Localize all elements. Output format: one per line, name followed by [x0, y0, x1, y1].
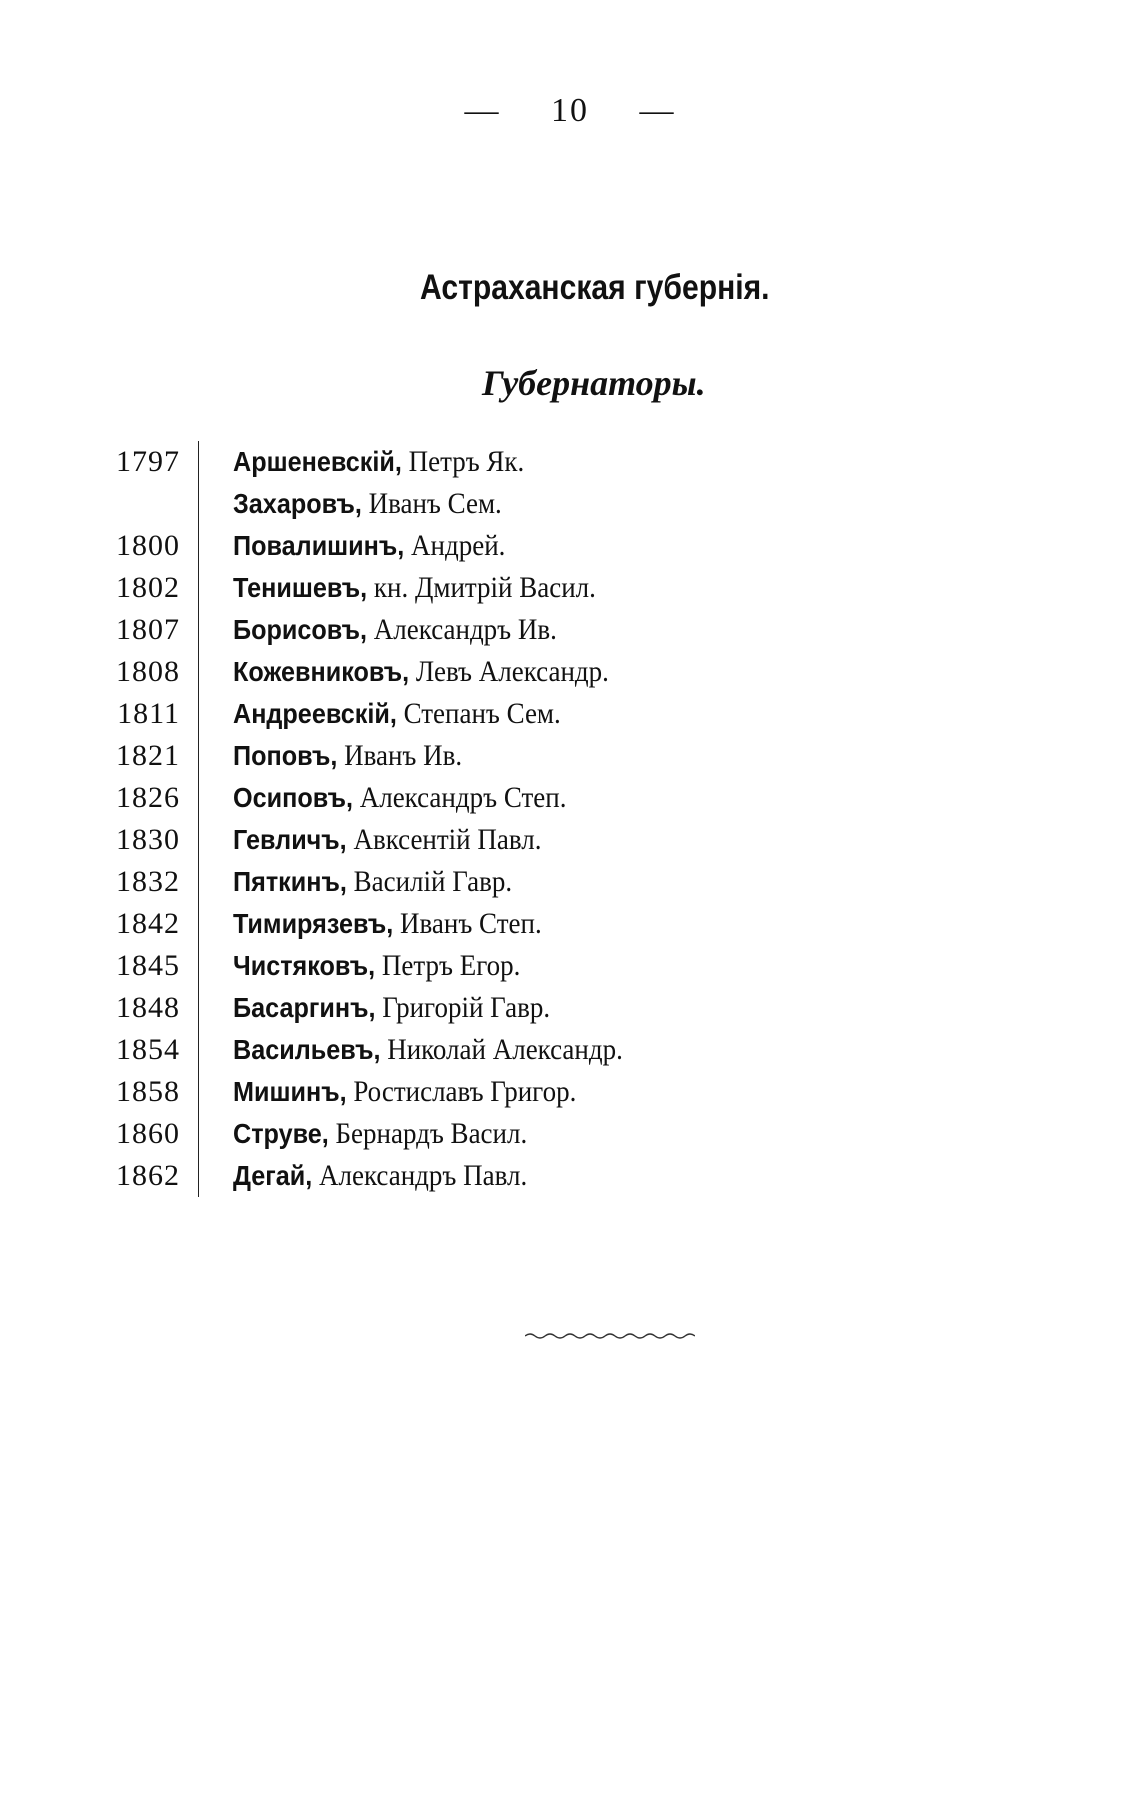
- column-rule: [198, 651, 199, 693]
- list-item: [80, 1113, 780, 1155]
- governor-name: [233, 991, 550, 1025]
- governor-name: [233, 907, 542, 941]
- governor-name: [233, 655, 609, 689]
- year: 1800: [116, 529, 180, 562]
- list-item: [80, 441, 780, 483]
- governors-list: [80, 441, 780, 1197]
- column-rule: [198, 819, 199, 861]
- surname: Тимирязевъ,: [233, 908, 394, 939]
- surname: Гевличъ,: [233, 824, 347, 855]
- list-item: [80, 483, 780, 525]
- governor-name: [233, 1033, 623, 1067]
- given-names: Авксентій Павл.: [346, 823, 542, 856]
- list-item: [80, 525, 780, 567]
- given-names: Григорій Гавр.: [375, 991, 551, 1024]
- column-rule: [198, 1155, 199, 1197]
- given-names: Иванъ Сем.: [361, 487, 502, 520]
- surname: Кожевниковъ,: [233, 656, 410, 687]
- year: 1821: [116, 739, 180, 772]
- surname: Пяткинъ,: [233, 866, 347, 897]
- column-rule: [198, 777, 199, 819]
- given-names: Ростиславъ Григор.: [346, 1075, 577, 1108]
- governor-name: [233, 697, 561, 731]
- list-item: [80, 567, 780, 609]
- governor-name: [233, 823, 541, 857]
- given-names: Николай Александр.: [380, 1033, 623, 1066]
- column-rule: [198, 441, 199, 483]
- governor-name: [233, 865, 512, 899]
- list-item: [80, 819, 780, 861]
- column-rule: [198, 609, 199, 651]
- year: 1842: [116, 907, 180, 940]
- year: 1808: [116, 655, 180, 688]
- list-item: [80, 609, 780, 651]
- given-names: Василій Гавр.: [346, 865, 513, 898]
- year: 1848: [116, 991, 180, 1024]
- list-item: [80, 735, 780, 777]
- year: 1845: [116, 949, 180, 982]
- surname: Аршеневскій,: [233, 446, 402, 477]
- list-item: [80, 651, 780, 693]
- page-number: [0, 92, 1140, 130]
- given-names: Иванъ Степ.: [393, 907, 542, 940]
- column-rule: [198, 525, 199, 567]
- wavy-divider: [525, 1330, 695, 1342]
- governor-name: [233, 739, 462, 773]
- column-rule: [198, 1029, 199, 1071]
- column-rule: [198, 483, 199, 525]
- year: 1862: [116, 1159, 180, 1192]
- column-rule: [198, 1071, 199, 1113]
- year: 1797: [116, 445, 180, 478]
- year: 1811: [117, 697, 180, 730]
- governor-name: [233, 949, 520, 983]
- section-title: Астраханская губернія.: [420, 268, 770, 307]
- list-item: [80, 861, 780, 903]
- governor-name: [233, 1117, 527, 1151]
- given-names: кн. Дмитрій Васил.: [367, 571, 596, 604]
- list-item: [80, 777, 780, 819]
- year: 1807: [116, 613, 180, 646]
- year: 1832: [116, 865, 180, 898]
- list-item: [80, 987, 780, 1029]
- governor-name: [233, 487, 502, 521]
- given-names: Петръ Як.: [401, 445, 525, 478]
- given-names: Иванъ Ив.: [337, 739, 463, 772]
- page-number-dash-right: —: [639, 92, 676, 129]
- column-rule: [198, 735, 199, 777]
- section-subtitle: Губернаторы.: [482, 363, 706, 403]
- column-rule: [198, 567, 199, 609]
- column-rule: [198, 1113, 199, 1155]
- column-rule: [198, 693, 199, 735]
- column-rule: [198, 861, 199, 903]
- governor-name: [233, 613, 557, 647]
- list-item: [80, 693, 780, 735]
- list-item: [80, 1029, 780, 1071]
- year: 1854: [116, 1033, 180, 1066]
- list-item: [80, 1155, 780, 1197]
- page-number-value: 10: [551, 92, 589, 129]
- year: 1826: [116, 781, 180, 814]
- surname: Струве,: [233, 1118, 329, 1149]
- list-item: [80, 945, 780, 987]
- column-rule: [198, 903, 199, 945]
- surname: Поповъ,: [233, 740, 338, 771]
- surname: Повалишинъ,: [233, 530, 405, 561]
- column-rule: [198, 987, 199, 1029]
- governor-name: [233, 1075, 576, 1109]
- given-names: Левъ Александр.: [409, 655, 609, 688]
- year: 1860: [116, 1117, 180, 1150]
- given-names: Бернардъ Васил.: [328, 1117, 528, 1150]
- surname: Борисовъ,: [233, 614, 368, 645]
- governor-name: [233, 781, 566, 815]
- surname: Андреевскій,: [233, 698, 397, 729]
- surname: Васильевъ,: [233, 1034, 381, 1065]
- list-item: [80, 903, 780, 945]
- given-names: Петръ Егор.: [375, 949, 521, 982]
- governor-name: [233, 571, 596, 605]
- given-names: Степанъ Сем.: [396, 697, 561, 730]
- governor-name: [233, 445, 524, 479]
- surname: Дегай,: [233, 1160, 313, 1191]
- given-names: Александръ Ив.: [367, 613, 557, 646]
- column-rule: [198, 945, 199, 987]
- surname: Чистяковъ,: [233, 950, 376, 981]
- given-names: Александръ Степ.: [352, 781, 567, 814]
- surname: Мишинъ,: [233, 1076, 347, 1107]
- list-item: [80, 1071, 780, 1113]
- surname: Басаргинъ,: [233, 992, 376, 1023]
- surname: Осиповъ,: [233, 782, 353, 813]
- given-names: Андрей.: [404, 529, 506, 562]
- year: 1830: [116, 823, 180, 856]
- given-names: Александръ Павл.: [312, 1159, 528, 1192]
- year: 1802: [116, 571, 180, 604]
- page-number-dash-left: —: [464, 92, 501, 129]
- governor-name: [233, 529, 505, 563]
- governor-name: [233, 1159, 527, 1193]
- surname: Захаровъ,: [233, 488, 362, 519]
- year: 1858: [116, 1075, 180, 1108]
- surname: Тенишевъ,: [233, 572, 368, 603]
